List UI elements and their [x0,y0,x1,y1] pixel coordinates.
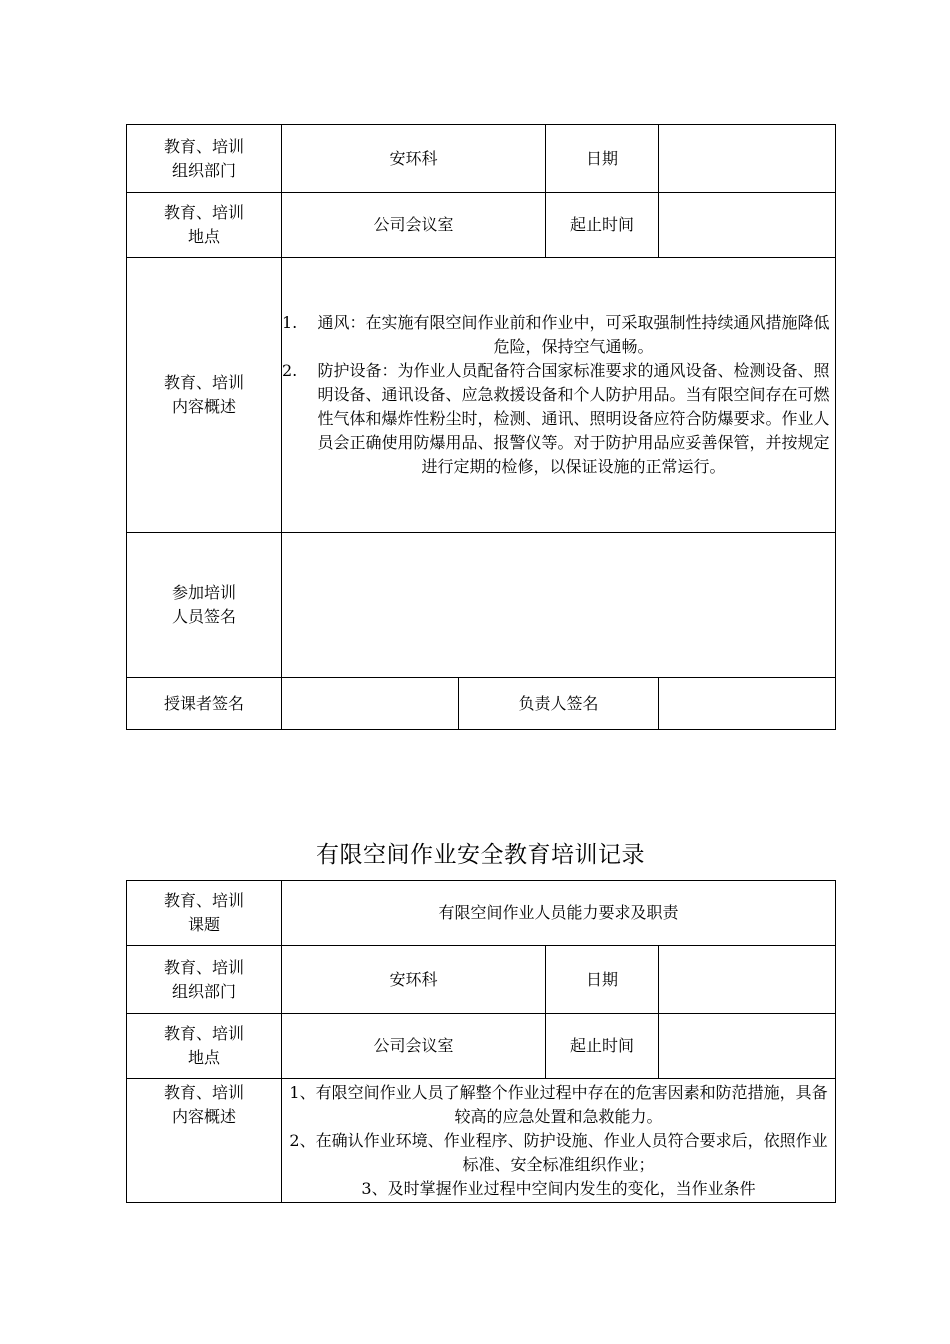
label-line-2: 组织部门 [171,160,236,180]
label-line-1: 教育、培训 [163,1024,244,1043]
training-record-table-2 [126,880,836,1203]
content-summary-text [282,258,836,533]
label-line-2: 组织部门 [171,981,236,1001]
time-range-value[interactable] [659,193,836,258]
row-organizer-dept [127,946,836,1014]
organizer-dept-label [127,125,282,193]
location-value: 公司会议室 [282,1014,546,1079]
organizer-dept-value: 安环科 [282,946,546,1014]
date-label: 日期 [546,125,659,193]
row-attendee-signatures [127,533,836,678]
attendee-signatures-label [127,533,282,678]
label-line-1: 教育、培训 [163,957,244,977]
item-text: 防护设备：为作业人员配备符合国家标准要求的通风设备、检测设备、照明设备、通讯设备、应急救援设备和个人防护用品。当有限空间存在可燃性气体和爆炸性粉尘时，检测、通讯、照明设备应符合防爆要求。作业人员会正确使用防爆用品、报警仪等。对于防护用品应妥善保管，并按规定进行定期的检修，以保证设施的正常运行。 [317,361,830,476]
label-line-2: 地点 [187,227,220,246]
training-record-table-1-body [126,124,836,730]
row-content-summary [127,258,836,533]
content-item [282,311,835,359]
label-line-2: 内容概述 [171,397,236,416]
row-content-summary [127,1079,836,1203]
topic-value: 有限空间作业人员能力要求及职责 [282,881,836,946]
label-line-2: 课题 [187,915,220,934]
time-range-label: 起止时间 [546,193,659,258]
organizer-dept-label [127,946,282,1014]
date-label: 日期 [546,946,659,1014]
manager-signature-label: 负责人签名 [459,678,659,730]
label-line-1: 教育、培训 [163,891,244,910]
row-location [127,1014,836,1079]
item-number: 1. [282,313,298,332]
date-value[interactable] [659,946,836,1014]
row-location [127,193,836,258]
content-item: 2、在确认作业环境、作业程序、防护设施、作业人员符合要求后，依照作业标准、安全标准组织作业； [289,1131,828,1174]
manager-signature-value[interactable] [659,678,836,730]
label-line-1: 教育、培训 [163,203,244,222]
item-number: 2. [282,361,298,380]
content-item: 3、及时掌握作业过程中空间内发生的变化，当作业条件 [361,1179,756,1198]
document-title: 有限空间作业安全教育培训记录 [316,842,645,868]
time-range-value[interactable] [659,1014,836,1079]
row-organizer-dept [127,125,836,193]
label-line-1: 参加培训 [171,583,236,602]
row-signatures [127,678,836,730]
content-list [282,311,835,479]
label-line-2: 内容概述 [171,1107,236,1126]
label-line-1: 教育、培训 [163,373,244,392]
label-line-1: 教育、培训 [163,1083,244,1102]
item-text: 通风：在实施有限空间作业前和作业中，可采取强制性持续通风措施降低危险，保持空气通畅。 [317,313,830,356]
label-line-2: 地点 [187,1048,220,1067]
label-line-2: 人员签名 [171,607,236,626]
time-range-label: 起止时间 [546,1014,659,1079]
content-item [282,359,835,479]
location-value: 公司会议室 [282,193,546,258]
content-summary-label [127,258,282,533]
location-label [127,193,282,258]
lecturer-signature-value[interactable] [282,678,459,730]
content-item: 1、有限空间作业人员了解整个作业过程中存在的危害因素和防范措施，具备较高的应急处置和急救能力。 [289,1083,828,1126]
content-summary-label [127,1079,282,1203]
location-label [127,1014,282,1079]
label-line-1: 教育、培训 [163,136,244,156]
lecturer-signature-label: 授课者签名 [127,678,282,730]
topic-label [127,881,282,946]
date-value[interactable] [659,125,836,193]
attendee-signatures-value[interactable] [282,533,836,678]
organizer-dept-value: 安环科 [282,125,546,193]
content-summary-text [282,1079,836,1203]
row-topic [127,881,836,946]
